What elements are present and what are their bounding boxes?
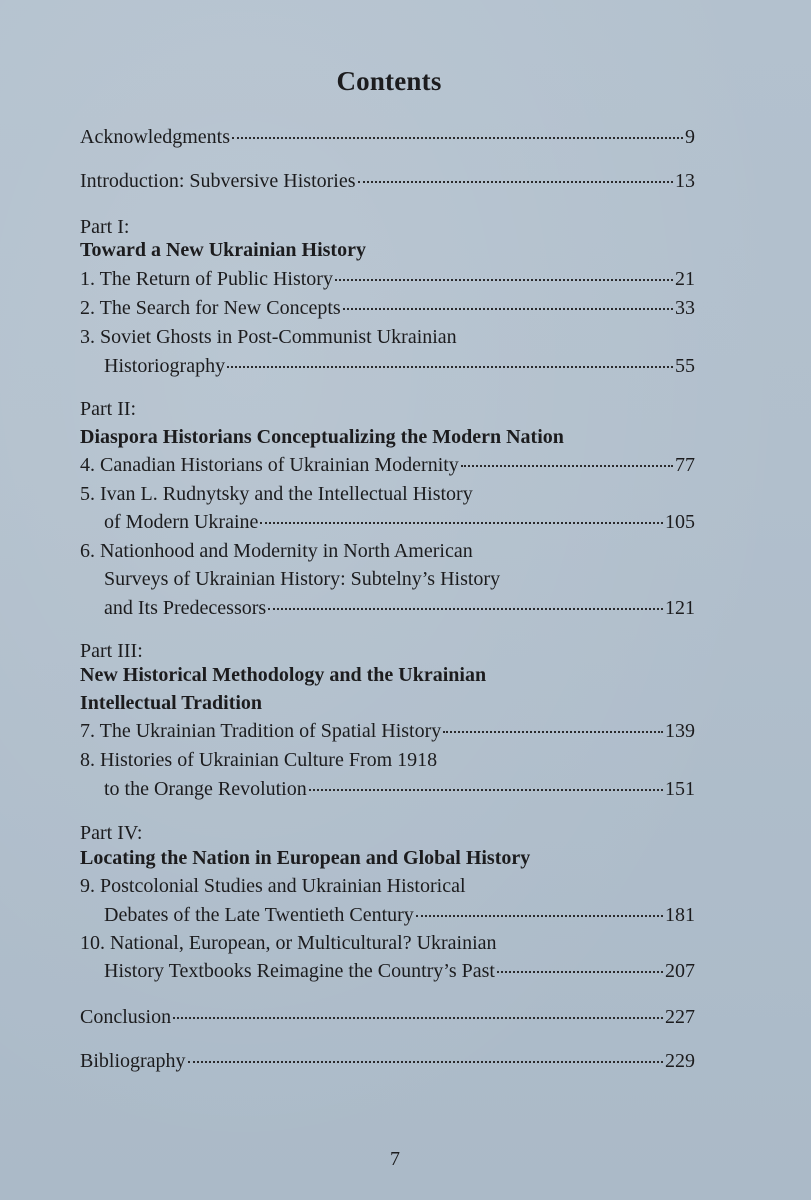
toc-entry-chapter-8-line: 8. Histories of Ukrainian Culture From 1918 <box>80 749 438 771</box>
toc-entry-label: 1. The Return of Public History <box>80 268 333 290</box>
dot-leader <box>173 1017 663 1019</box>
toc-entry-chapter-6 <box>104 595 695 621</box>
toc-entry-page: 9 <box>685 126 695 148</box>
toc-entry-chapter-10 <box>104 958 695 984</box>
toc-entry-page: 13 <box>675 170 695 192</box>
dot-leader <box>335 279 673 281</box>
dot-leader <box>343 308 673 310</box>
toc-entry-label: and Its Predecessors <box>104 597 267 619</box>
toc-entry-chapter-5 <box>104 509 695 535</box>
toc-entry-label: Bibliography <box>80 1050 186 1072</box>
toc-entry-chapter-9-line: 9. Postcolonial Studies and Ukrainian Historical <box>80 875 466 897</box>
toc-entry-label: Debates of the Late Twentieth Century <box>104 904 414 926</box>
toc-entry-page: 77 <box>675 454 695 476</box>
toc-entry-label: 4. Canadian Historians of Ukrainian Modernity <box>80 454 459 476</box>
page-number: 7 <box>390 1148 400 1170</box>
part-title: Diaspora Historians Conceptualizing the Modern Nation <box>80 426 564 448</box>
dot-leader <box>227 366 673 368</box>
page-title: Contents <box>336 66 442 96</box>
part-label: Part IV: <box>80 822 143 844</box>
toc-entry-conclusion <box>80 1004 695 1030</box>
toc-entry-page: 139 <box>665 720 695 742</box>
toc-entry-introduction <box>80 168 695 194</box>
toc-entry-page: 181 <box>665 904 695 926</box>
toc-entry-chapter-3 <box>104 353 695 379</box>
toc-entry-label: Introduction: Subversive Histories <box>80 170 356 192</box>
part-title: Locating the Nation in European and Global History <box>80 847 531 869</box>
dot-leader <box>416 915 663 917</box>
part-label: Part I: <box>80 216 130 238</box>
toc-entry-page: 151 <box>665 778 695 800</box>
toc-entry-chapter-1 <box>80 266 695 292</box>
toc-entry-chapter-9 <box>104 902 695 928</box>
toc-entry-page: 207 <box>665 960 695 982</box>
part-title: New Historical Methodology and the Ukrainian <box>80 664 487 686</box>
toc-entry-chapter-2 <box>80 295 695 321</box>
toc-entry-label: Acknowledgments <box>80 126 230 148</box>
toc-entry-chapter-6-line: Surveys of Ukrainian History: Subtelny’s History <box>104 568 501 590</box>
toc-entry-page: 105 <box>665 511 695 533</box>
toc-entry-bibliography <box>80 1048 695 1074</box>
toc-entry-label: 2. The Search for New Concepts <box>80 297 341 319</box>
toc-entry-chapter-8 <box>104 776 695 802</box>
toc-entry-label: Historiography <box>104 355 226 377</box>
dot-leader <box>443 731 663 733</box>
dot-leader <box>309 789 663 791</box>
toc-entry-page: 55 <box>675 355 695 377</box>
toc-entry-label: History Textbooks Reimagine the Country’s Past <box>104 960 495 982</box>
dot-leader <box>188 1061 663 1063</box>
toc-entry-chapter-4 <box>80 452 695 478</box>
toc-entry-page: 227 <box>665 1006 695 1028</box>
toc-entry-page: 121 <box>665 597 695 619</box>
toc-entry-chapter-10-line: 10. National, European, or Multicultural? Ukrainian <box>80 932 497 954</box>
dot-leader <box>461 465 673 467</box>
dot-leader <box>358 181 673 183</box>
toc-entry-chapter-5-line: 5. Ivan L. Rudnytsky and the Intellectual History <box>80 483 473 505</box>
toc-entry-label: of Modern Ukraine <box>104 511 259 533</box>
toc-entry-page: 33 <box>675 297 695 319</box>
dot-leader <box>497 971 663 973</box>
part-title: Toward a New Ukrainian History <box>80 239 366 261</box>
toc-entry-page: 229 <box>665 1050 695 1072</box>
toc-entry-chapter-7 <box>80 718 695 744</box>
part-label: Part II: <box>80 398 137 420</box>
toc-entry-chapter-3-line: 3. Soviet Ghosts in Post-Communist Ukrainian <box>80 326 457 348</box>
toc-entry-page: 21 <box>675 268 695 290</box>
part-label: Part III: <box>80 640 143 662</box>
toc-entry-chapter-6-line: 6. Nationhood and Modernity in North American <box>80 540 473 562</box>
dot-leader <box>260 522 663 524</box>
toc-entry-acknowledgments <box>80 124 695 150</box>
dot-leader <box>232 137 683 139</box>
toc-entry-label: Conclusion <box>80 1006 172 1028</box>
part-title-line-2: Intellectual Tradition <box>80 692 263 714</box>
toc-entry-label: to the Orange Revolution <box>104 778 307 800</box>
dot-leader <box>268 608 663 610</box>
toc-entry-label: 7. The Ukrainian Tradition of Spatial History <box>80 720 442 742</box>
